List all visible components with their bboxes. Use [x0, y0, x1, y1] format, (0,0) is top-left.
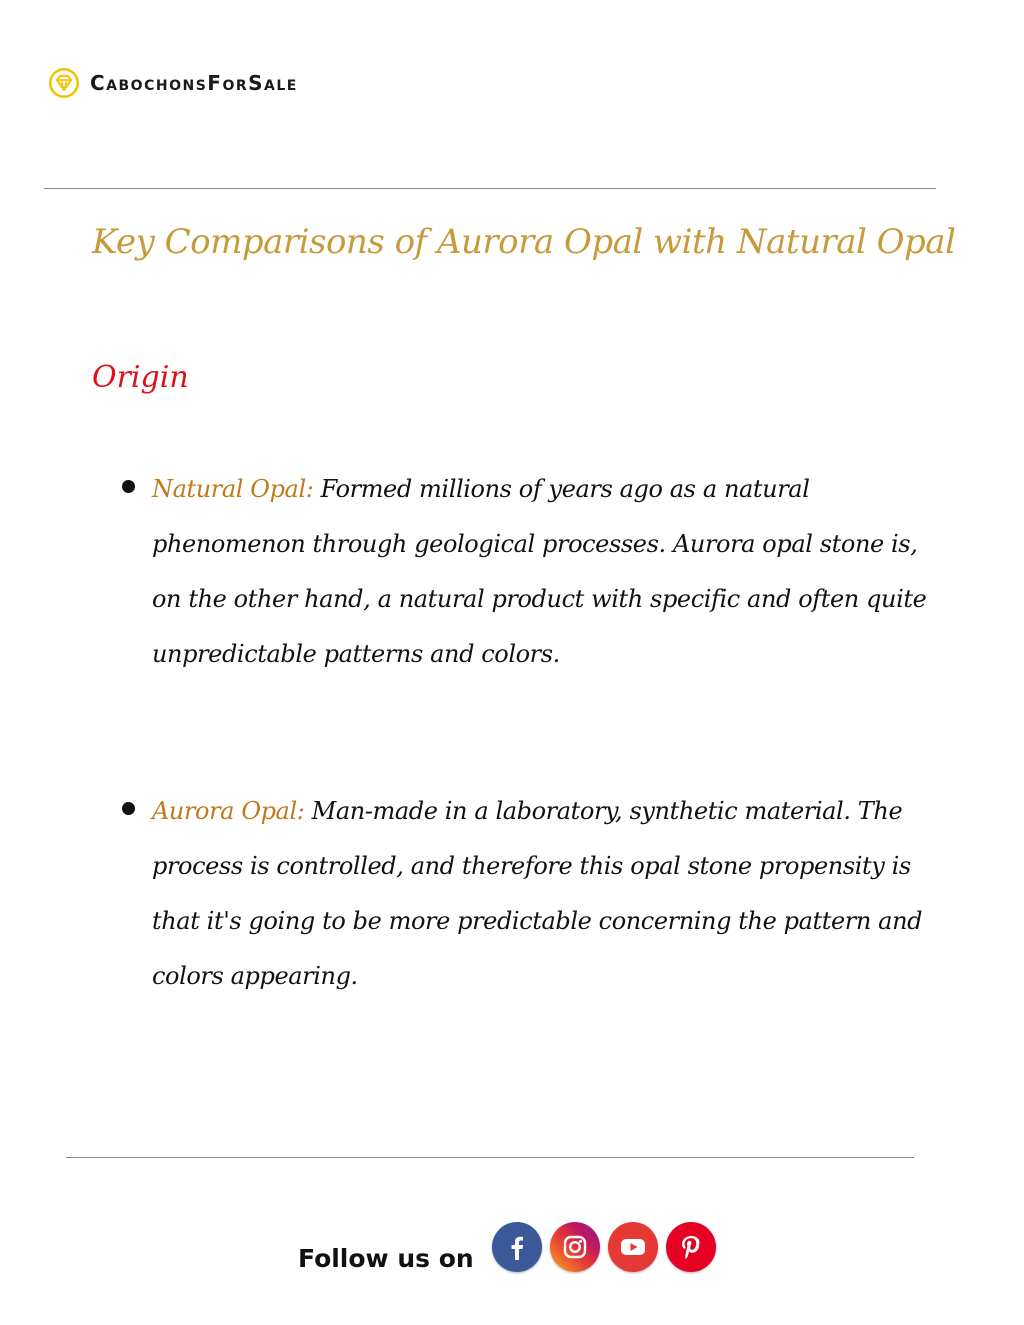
- top-divider: [44, 188, 936, 189]
- bullet-description: Formed millions of years ago as a natural phenomenon through geological processes. Aurora opal stone is, on the other hand, a natural product with specific and often quite unpredictable patterns and colors.: [152, 475, 927, 668]
- bullet-dot: [122, 802, 135, 815]
- bullet-text: [152, 784, 932, 1004]
- youtube-icon[interactable]: [608, 1222, 658, 1272]
- follow-us-label: Follow us on: [298, 1243, 474, 1273]
- social-footer: [298, 1212, 716, 1282]
- bullet-text: [152, 462, 932, 682]
- pinterest-icon[interactable]: [666, 1222, 716, 1272]
- brand-name: CabochonsForSale: [90, 71, 298, 95]
- bullet-term: Natural Opal:: [152, 475, 314, 503]
- social-links: [492, 1222, 716, 1272]
- bottom-divider: [66, 1157, 914, 1158]
- facebook-icon[interactable]: [492, 1222, 542, 1272]
- instagram-icon[interactable]: [550, 1222, 600, 1272]
- page-title: Key Comparisons of Aurora Opal with Natural Opal: [92, 222, 956, 262]
- list-item: [122, 462, 932, 682]
- gem-icon: [48, 67, 80, 99]
- bullet-description: Man-made in a laboratory, synthetic material. The process is controlled, and therefore this opal stone propensity is that it's going to be more predictable concerning the pattern and colors appearing.: [152, 797, 923, 990]
- brand-logo[interactable]: [48, 66, 298, 100]
- bullet-term: Aurora Opal:: [152, 797, 305, 825]
- bullet-dot: [122, 480, 135, 493]
- list-item: [122, 784, 932, 1004]
- section-heading-origin: Origin: [92, 360, 189, 395]
